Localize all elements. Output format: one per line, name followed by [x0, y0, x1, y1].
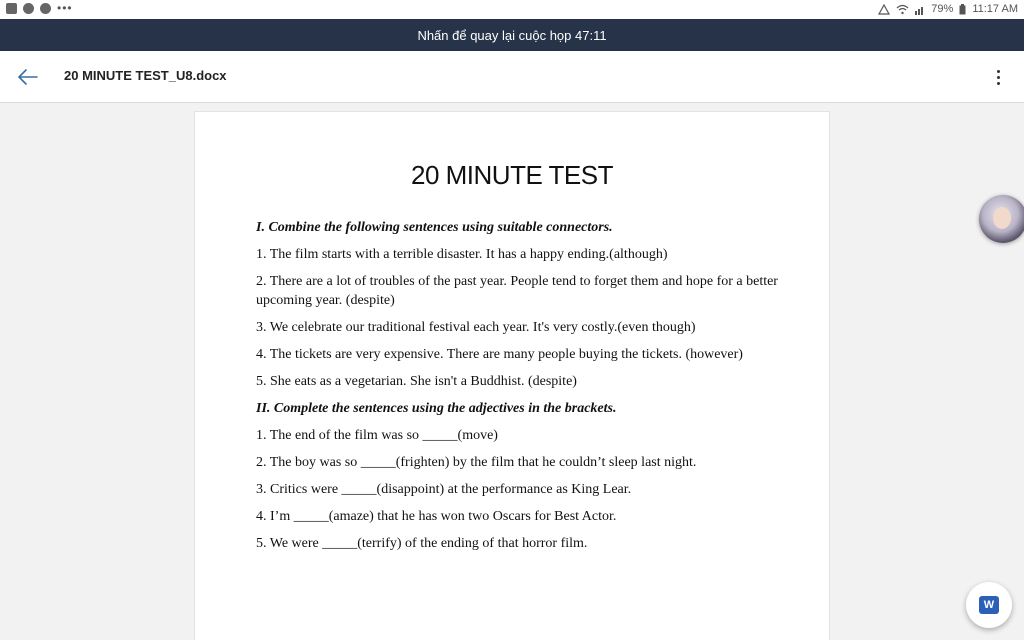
chrome-icon	[23, 3, 34, 14]
open-in-word-button[interactable]	[966, 582, 1012, 628]
back-button[interactable]	[14, 63, 42, 91]
exercise-item: 5. We were _____(terrify) of the ending of that horror film.	[256, 536, 588, 551]
exercise-item: 5. She eats as a vegetarian. She isn't a Buddhist. (despite)	[256, 374, 577, 389]
wifi-icon	[896, 4, 909, 15]
document-filename: 20 MINUTE TEST_U8.docx	[64, 68, 227, 83]
word-icon: W	[979, 596, 999, 614]
arrow-left-icon	[18, 69, 38, 85]
page-title: 20 MINUTE TEST	[410, 160, 613, 190]
return-to-meeting-banner[interactable]	[0, 19, 1024, 51]
exercise-item: 1. The end of the film was so _____(move)	[256, 428, 498, 443]
section-heading: II. Complete the sentences using the adjectives in the brackets.	[256, 401, 617, 416]
more-vertical-icon	[997, 70, 1000, 73]
exercise-item: 1. The film starts with a terrible disaster. It has a happy ending.(although)	[256, 247, 668, 262]
exercise-item: 4. I’m _____(amaze) that he has won two Oscars for Best Actor.	[256, 509, 617, 524]
return-to-meeting-text: Nhấn để quay lại cuộc họp 47:11	[417, 27, 607, 43]
exercise-item: 4. The tickets are very expensive. There are many people buying the tickets. (however)	[256, 347, 743, 362]
exercise-item: 3. We celebrate our traditional festival each year. It's very costly.(even though)	[256, 320, 696, 335]
more-notifications-icon: •••	[57, 1, 73, 15]
alert-triangle-icon	[878, 4, 890, 15]
clock: 11:17 AM	[972, 3, 1018, 15]
exercise-item: 3. Critics were _____(disappoint) at the performance as King Lear.	[256, 482, 632, 497]
document-viewer[interactable]	[0, 103, 1024, 640]
more-options-button[interactable]	[990, 66, 1006, 88]
status-left-icons	[6, 3, 73, 14]
status-bar	[0, 0, 1024, 19]
participant-avatar[interactable]	[979, 195, 1024, 243]
exercise-item: 2. The boy was so _____(frighten) by the film that he couldn’t sleep last night.	[256, 455, 697, 470]
section-heading: I. Combine the following sentences using suitable connectors.	[256, 220, 613, 235]
document-body	[256, 218, 786, 561]
status-right	[878, 3, 1018, 15]
phone-icon	[40, 3, 51, 14]
app-header	[0, 51, 1024, 103]
signal-icon	[915, 4, 925, 15]
document-page	[194, 111, 830, 640]
battery-icon	[959, 4, 966, 15]
battery-percent: 79%	[931, 3, 954, 15]
youtube-icon	[6, 3, 17, 14]
exercise-item: 2. There are a lot of troubles of the past year. People tend to forget them and hope for a better upcoming year. (despite)	[256, 274, 778, 308]
